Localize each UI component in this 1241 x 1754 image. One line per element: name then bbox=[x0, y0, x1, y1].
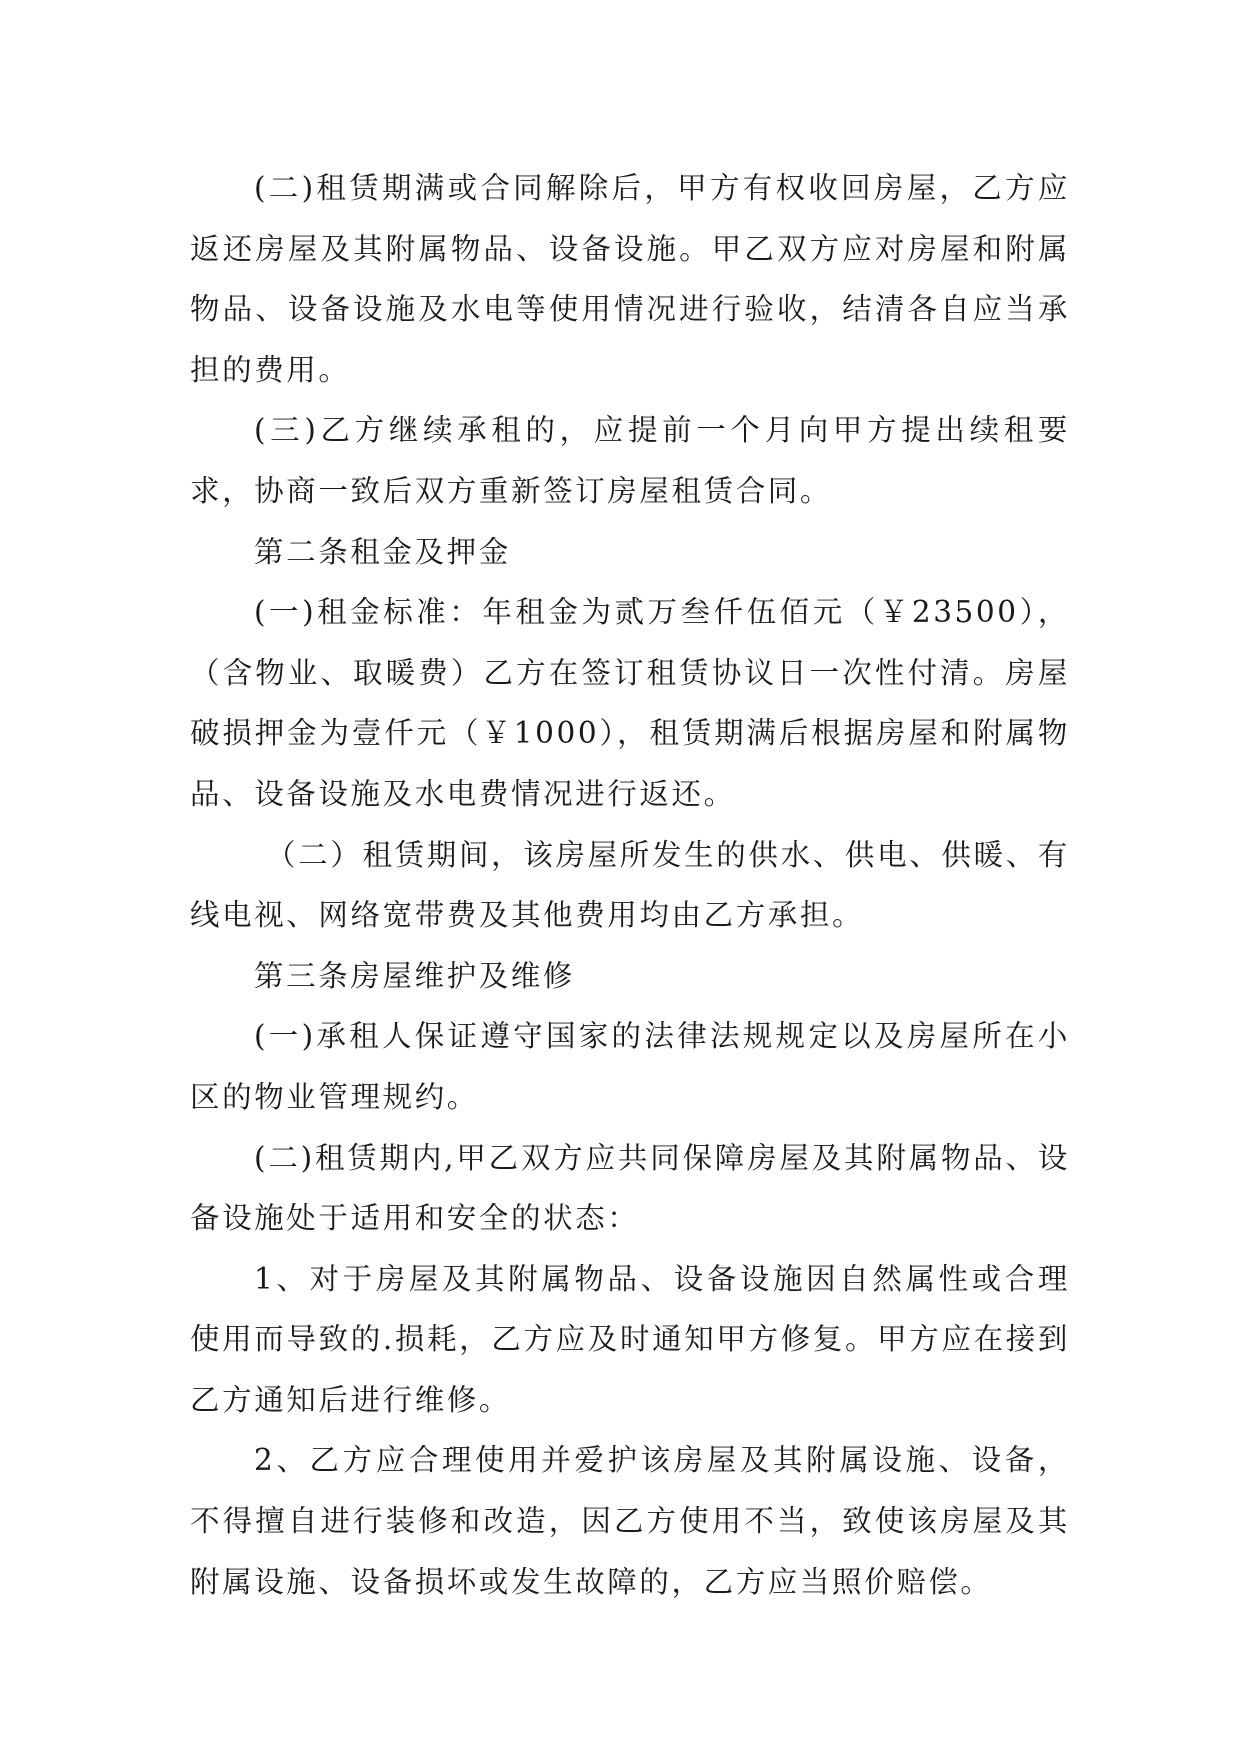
heading-article-two: 第二条租金及押金 bbox=[254, 534, 511, 569]
paragraph-lease-renewal: (三)乙方继续承租的，应提前一个月向甲方提出续租要求，协商一致后双方重新签订房屋租赁合同。 bbox=[190, 413, 1070, 508]
paragraph-lease-expiry-return: (二)租赁期满或合同解除后，甲方有权收回房屋，乙方应返还房屋及其附属物品、设备设施。甲乙双方应对房屋和附属物品、设备设施及水电等使用情况进行验收，结清各自应当承担的费用。 bbox=[190, 171, 1070, 387]
paragraph-rent-standard: (一)租金标准：年租金为贰万叁仟伍佰元（￥23500），（含物业、取暖费）乙方在签订租赁协议日一次性付清。房屋破损押金为壹仟元（￥1000），租赁期满后根据房屋和附属物品、设备设施及水电费情况进行返还。 bbox=[190, 595, 1070, 811]
paragraph-wear-repair: 1、对于房屋及其附属物品、设备设施因自然属性或合理使用而导致的.损耗，乙方应及时通知甲方修复。甲方应在接到乙方通知后进行维修。 bbox=[190, 1261, 1070, 1417]
paragraph-joint-maintenance: (二)租赁期内,甲乙双方应共同保障房屋及其附属物品、设备设施处于适用和安全的状态： bbox=[190, 1140, 1070, 1236]
paragraph-utility-costs: （二）租赁期间，该房屋所发生的供水、供电、供暖、有线电视、网络宽带费及其他费用均由乙方承担。 bbox=[190, 837, 1070, 933]
heading-article-three: 第三条房屋维护及维修 bbox=[254, 958, 576, 993]
document-body bbox=[190, 158, 1070, 1612]
paragraph-damage-compensation: 2、乙方应合理使用并爱护该房屋及其附属设施、设备，不得擅自进行装修和改造，因乙方使用不当，致使该房屋及其附属设施、设备损坏或发生故障的，乙方应当照价赔偿。 bbox=[190, 1443, 1070, 1599]
paragraph-compliance: (一)承租人保证遵守国家的法律法规规定以及房屋所在小区的物业管理规约。 bbox=[190, 1019, 1070, 1114]
